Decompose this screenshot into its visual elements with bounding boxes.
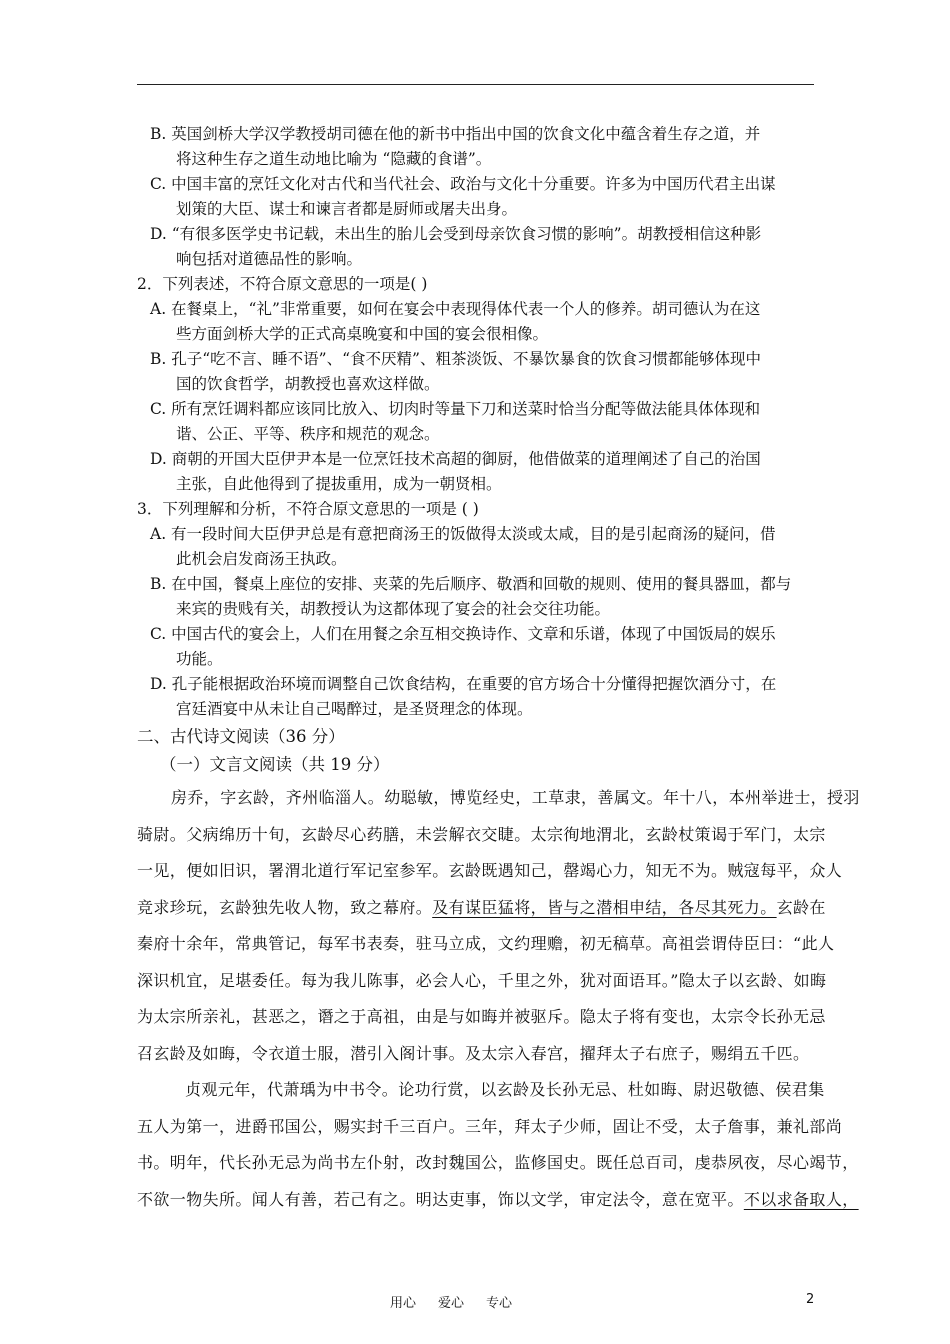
- underlined-sentence: 不以求备取人，: [743, 1189, 859, 1209]
- q3-option-d-line1: D. 孔子能根据政治环境而调整自己饮食结构，在重要的官方场合十分懂得把握饮酒分寸，在: [150, 675, 777, 693]
- q2-option-a-line2: 些方面剑桥大学的正式高桌晚宴和中国的宴会很相像。: [176, 325, 549, 343]
- q3-option-c-line1: C. 中国古代的宴会上，人们在用餐之余互相交换诗作、文章和乐谱，体现了中国饭局的娱乐: [150, 625, 776, 643]
- footer-word: 用心: [390, 1296, 417, 1311]
- section-subtitle: （一）文言文阅读（共 19 分）: [160, 755, 390, 774]
- q1-option-b-line2: 将这种生存之道生动地比喻为 “隐藏的食谱”。: [176, 150, 492, 168]
- passage-line: 召玄龄及如晦，令衣道士服，潜引入阁计事。及太宗入春宫，擢拜太子右庶子，赐绢五千匹。: [137, 1043, 810, 1063]
- q3-option-b-line2: 来宾的贵贱有关，胡教授认为这都体现了宴会的社会交往功能。: [176, 600, 611, 618]
- q1-option-d-line1: D. “有很多医学史书记载，未出生的胎儿会受到母亲饮食习惯的影响”。胡教授相信这种影: [150, 225, 762, 243]
- passage-line: 为太宗所亲礼，甚恶之，谮之于高祖，由是与如晦并被驱斥。隐太子将有变也，太宗令长孙无忌: [137, 1007, 826, 1026]
- q3-option-d-line2: 宫廷酒宴中从未让自己喝醉过，是圣贤理念的体现。: [176, 700, 533, 718]
- passage-line: 秦府十余年，常典管记，每军书表奏，驻马立成，文约理赡，初无稿草。高祖尝谓侍臣曰：“此人: [137, 934, 835, 953]
- passage-line: 书。明年，代长孙无忌为尚书左仆射，改封魏国公，监修国史。既任总百司，虔恭夙夜，尽心竭节，: [137, 1153, 859, 1172]
- q1-option-b-line1: B. 英国剑桥大学汉学教授胡司德在他的新书中指出中国的饮食文化中蕴含着生存之道，并: [150, 125, 761, 143]
- footer-motto: [390, 1292, 534, 1311]
- passage-paragraph-1: [137, 780, 860, 1072]
- q3-option-a-line2: 此机会启发商汤王执政。: [176, 550, 347, 568]
- passage-line: 不欲一物失所。闻人有善，若己有之。明达吏事，饰以文学，审定法令，意在宽平。不以求备取人，: [137, 1189, 859, 1209]
- passage-line: 贞观元年，代萧瑀为中书令。论功行赏，以玄龄及长孙无忌、杜如晦、尉迟敬德、侯君集: [185, 1080, 825, 1099]
- footer-word: 爱心: [438, 1296, 465, 1311]
- passage-line: 竞求珍玩，玄龄独先收人物，致之幕府。及有谋臣猛将，皆与之潜相申结，各尽其死力。玄龄在: [137, 897, 826, 917]
- q3-option-a-line1: A. 有一段时间大臣伊尹总是有意把商汤王的饭做得太淡或太咸，目的是引起商汤的疑问，借: [150, 525, 776, 543]
- q2-stem: 2．下列表述，不符合原文意思的一项是( ): [137, 275, 428, 293]
- q1-option-c-line2: 划策的大臣、谋士和谏言者都是厨师或屠夫出身。: [176, 200, 518, 218]
- header-rule: [137, 84, 814, 85]
- q2-option-a-line1: A. 在餐桌上，“礼”非常重要，如何在宴会中表现得体代表一个人的修养。胡司德认为在这: [150, 300, 761, 318]
- passage-line: 深识机宜，足堪委任。每为我儿陈事，必会人心，千里之外，犹对面语耳。”隐太子以玄龄、如晦: [137, 970, 827, 990]
- q2-option-b-line1: B. 孔子“吃不言、睡不语”、“食不厌精”、粗茶淡饭、不暴饮暴食的饮食习惯都能够体现中: [150, 350, 761, 368]
- q2-option-b-line2: 国的饮食哲学，胡教授也喜欢这样做。: [176, 375, 440, 393]
- underlined-sentence: 及有谋臣猛将，皆与之潜相申结，各尽其死力。: [432, 897, 777, 917]
- passage-line: 五人为第一，进爵邗国公，赐实封千三百户。三年，拜太子少师，固让不受，太子詹事，兼礼部尚: [137, 1116, 843, 1136]
- q2-option-c-line1: C. 所有烹饪调料都应该同比放入、切肉时等量下刀和送菜时恰当分配等做法能具体体现和: [150, 400, 761, 418]
- page-number: 2: [806, 1292, 815, 1307]
- passage-line: 一见，便如旧识，署渭北道行军记室参军。玄龄既遇知己，罄竭心力，知无不为。贼寇每平，众人: [137, 861, 843, 880]
- passage-line: 房乔，字玄龄，齐州临淄人。幼聪敏，博览经史，工草隶，善属文。年十八，本州举进士，授羽: [171, 788, 860, 807]
- footer-word: 专心: [486, 1296, 513, 1311]
- q3-stem: 3．下列理解和分析，不符合原文意思的一项是 ( ): [137, 500, 479, 518]
- passage-paragraph-2: [137, 1072, 859, 1218]
- q2-option-d-line2: 主张，自此他得到了提拔重用，成为一朝贤相。: [176, 475, 502, 493]
- q1-option-d-line2: 响包括对道德品性的影响。: [176, 250, 363, 268]
- q1-option-c-line1: C. 中国丰富的烹饪文化对古代和当代社会、政治与文化十分重要。许多为中国历代君主出谋: [150, 175, 776, 193]
- q2-option-d-line1: D. 商朝的开国大臣伊尹本是一位烹饪技术高超的御厨，他借做菜的道理阐述了自己的治国: [150, 450, 761, 468]
- passage-line: 骑尉。父病绵历十旬，玄龄尽心药膳，未尝解衣交睫。太宗徇地渭北，玄龄杖策谒于军门，太宗: [137, 824, 826, 844]
- section-title: 二、古代诗文阅读（36 分）: [137, 727, 345, 746]
- q3-option-b-line1: B. 在中国，餐桌上座位的安排、夹菜的先后顺序、敬酒和回敬的规则、使用的餐具器皿，都与: [150, 575, 792, 593]
- q3-option-c-line2: 功能。: [176, 650, 223, 668]
- q2-option-c-line2: 谐、公正、平等、秩序和规范的观念。: [176, 425, 440, 443]
